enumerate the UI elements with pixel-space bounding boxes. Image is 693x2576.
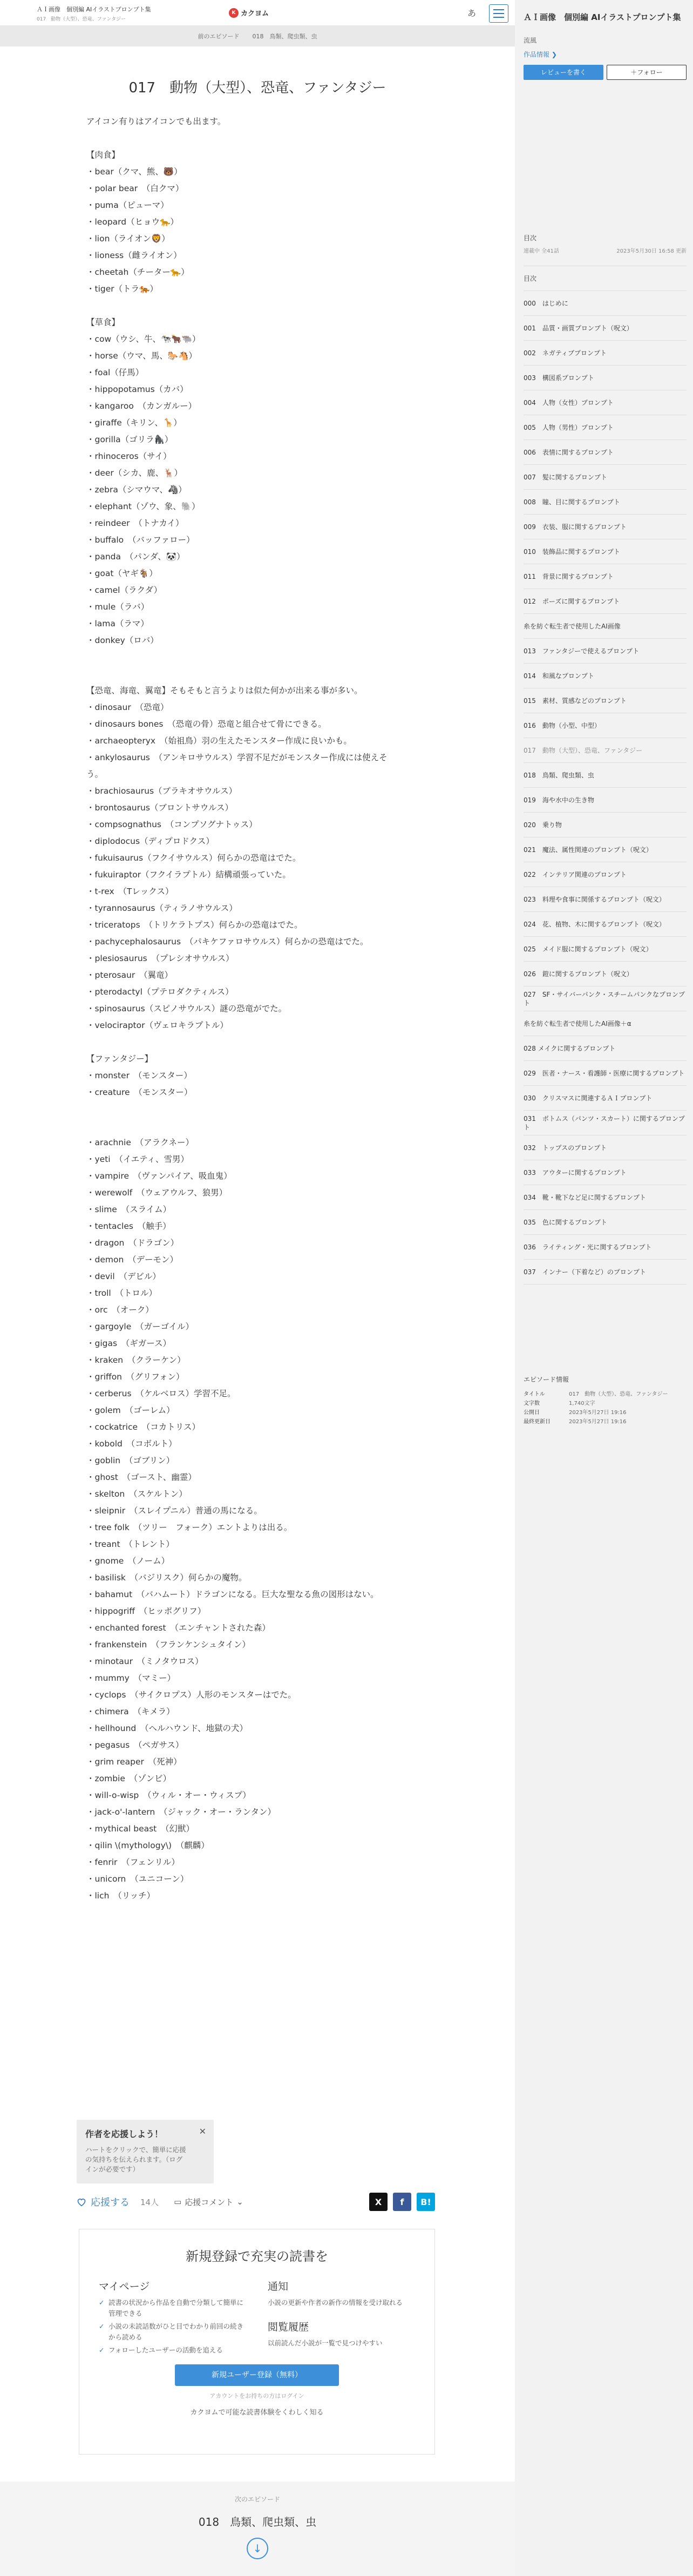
body-line: ・foal（仔馬）: [86, 368, 144, 377]
body-line: ・tree folk （ツリー フォーク）エントよりは出る。: [86, 1523, 293, 1532]
toc-item[interactable]: 目次: [524, 266, 687, 291]
body-line: ・cockatrice （コカトリス）: [86, 1422, 200, 1432]
body-line: ・velociraptor（ヴェロキラプトル）: [86, 1020, 228, 1030]
toc-item[interactable]: 029 医者・ナース・看護師・医療に関するプロンプト: [524, 1061, 687, 1086]
episode-count: 連載中 全41話: [524, 248, 559, 254]
ouen-label: 応援する: [91, 2197, 130, 2208]
toc-item[interactable]: 025 メイド服に関するプロンプト（呪文）: [524, 937, 687, 962]
next-episode-link[interactable]: 018 鳥類、爬虫類、虫: [252, 33, 317, 40]
body-line: ・basilisk （バジリスク）何らかの魔物。: [86, 1573, 247, 1583]
body-line: ・lama（ラマ）: [86, 619, 149, 628]
episode-info: [524, 1390, 668, 1426]
toc-item[interactable]: 034 靴・靴下など足に関するプロンプト: [524, 1185, 687, 1210]
logo-text: カクヨム: [241, 10, 269, 18]
body-line: ・puma（ピューマ）: [86, 200, 169, 210]
history-heading: 閲覧履歴: [268, 2321, 309, 2333]
toc-heading: 目次: [524, 234, 537, 242]
body-line: ・elephant（ゾウ、象、🐘）: [86, 502, 200, 511]
toc-item[interactable]: 008 瞳、目に関するプロンプト: [524, 490, 687, 515]
follow-button[interactable]: ＋フォロー: [607, 65, 687, 80]
body-line: ・tyrannosaurus（ティラノサウルス）: [86, 903, 237, 913]
notify-heading: 通知: [268, 2281, 289, 2293]
body-line: ・reindeer （トナカイ）: [86, 518, 184, 528]
body-line: ・frankenstein （フランケンシュタイン）: [86, 1640, 250, 1649]
info-value: 2023年5月27日 19:16: [569, 1410, 627, 1416]
comment-label: 応援コメント: [185, 2197, 234, 2207]
toc-item[interactable]: 037 インナー（下着など）のプロンプト: [524, 1260, 687, 1284]
body-line: ・spinosaurus（スピノサウルス）謎の恐竜がでた。: [86, 1004, 287, 1013]
body-line: [86, 1101, 432, 1118]
body-line: ・t-rex （Tレックス）: [86, 887, 174, 896]
body-line: 【草食】: [86, 317, 120, 327]
body-line: ・pterodactyl（プテロダクティルス）: [86, 987, 234, 997]
body-line: [86, 298, 432, 314]
body-line: ・goat（ヤギ🐐）: [86, 569, 158, 578]
body-line: ・treant （トレント）: [86, 1539, 174, 1549]
toc-item[interactable]: 糸を紡ぐ転生者で使用したAI画像: [524, 614, 687, 639]
toc-item[interactable]: 032 トップスのプロンプト: [524, 1135, 687, 1160]
episode-title: 017 動物（大型）、恐竜、ファンタジー: [128, 80, 386, 96]
body-line: ・mummy （マミー）: [86, 1673, 176, 1683]
body-line: ・grim reaper （死神）: [86, 1757, 182, 1767]
mypage-feature: [99, 2278, 246, 2356]
body-line: ・triceratops （トリケラトプス）何らかの恐竜はでた。: [86, 920, 303, 930]
body-line: ・skelton （スケルトン）: [86, 1489, 187, 1499]
kakuyomu-logo[interactable]: [229, 8, 269, 18]
body-line: ・yeti （イエティ、雪男）: [86, 1154, 189, 1164]
body-line: ・enchanted forest （エンチャントされた森）: [86, 1623, 270, 1633]
toc-item[interactable]: 014 和風なプロンプト: [524, 664, 687, 688]
author-name[interactable]: 流風: [524, 37, 537, 44]
body-line: ・demon （デーモン）: [86, 1255, 179, 1265]
body-line: ・horse（ウマ、馬、🐎🐴）: [86, 351, 197, 361]
arrow-down-icon[interactable]: ↓: [247, 2538, 268, 2559]
episode-info-row: [524, 1399, 668, 1408]
sidebar: [515, 0, 693, 2576]
body-line: ・bahamut （バハムート）ドラゴンになる。巨大な聖なる魚の図形はない。: [86, 1590, 379, 1599]
body-line: ・gnome （ノーム）: [86, 1556, 170, 1566]
body-line: ・brachiosaurus（ブラキオサウルス）: [86, 786, 237, 796]
header-title[interactable]: ＡＩ画像 個別編 AIイラストプロンプト集: [37, 6, 151, 13]
body-line: [86, 649, 432, 666]
body-line: ・donkey（ロバ）: [86, 635, 159, 645]
body-line: ・devil （デビル）: [86, 1272, 161, 1281]
work-title[interactable]: ＡＩ画像 個別編 AIイラストプロンプト集: [524, 12, 681, 22]
updated-at: 2023年5月30日 16:58 更新: [616, 248, 687, 254]
episode-nav: [0, 26, 515, 46]
body-line: ・kangaroo （カンガルー）: [86, 401, 197, 411]
episode-info-row: [524, 1408, 668, 1417]
episode-info-heading: エピソード情報: [524, 1376, 569, 1383]
body-line: ・cyclops （サイクロプス）人形のモンスターはでた。: [86, 1690, 296, 1700]
body-line: ・creature （モンスター）: [86, 1087, 193, 1097]
hamburger-menu-icon[interactable]: [489, 4, 508, 23]
prev-episode-link[interactable]: 前のエピソード: [198, 33, 240, 40]
learn-more-link[interactable]: カクヨムで可能な読書体験をくわしく知る: [190, 2409, 324, 2417]
info-key: 文字数: [524, 1401, 540, 1407]
next-episode-label: 次のエピソード: [234, 2496, 280, 2503]
body-line: ・tentacles （触手）: [86, 1221, 171, 1231]
mypage-heading: マイページ: [99, 2281, 150, 2293]
toc-item[interactable]: 003 構図系プロンプト: [524, 366, 687, 390]
toc-item[interactable]: 013 ファンタジーで使えるプロンプト: [524, 639, 687, 664]
toc-item[interactable]: 000 はじめに: [524, 291, 687, 316]
chevron-down-icon: ⌄: [236, 2197, 243, 2207]
body-line: ・fukuiraptor（フクイラプトル）結構頑張っていた。: [86, 870, 291, 880]
body-line: ・unicorn （ユニコーン）: [86, 1874, 189, 1884]
toc-item[interactable]: 033 アウターに関するプロンプト: [524, 1160, 687, 1185]
body-line: ・dinosaur （恐竜）: [86, 702, 169, 712]
hatena-share-icon[interactable]: B!: [417, 2193, 435, 2211]
body-line: ・buffalo （バッファロー）: [86, 535, 195, 545]
history-text: 以前読んだ小説が一覧で見つけやすい: [268, 2339, 383, 2347]
register-button[interactable]: 新規ユーザー登録（無料）: [175, 2364, 339, 2386]
body-line: う。: [86, 769, 104, 779]
body-line: ・polar bear （白クマ）: [86, 184, 184, 193]
signup-features: [99, 2278, 415, 2356]
body-line: ・goblin （ゴブリン）: [86, 1456, 175, 1465]
body-line: ・leopard（ヒョウ🐆）: [86, 217, 179, 227]
body-line: [86, 1034, 432, 1051]
body-line: 【ファンタジー】: [86, 1054, 153, 1064]
heart-icon: [77, 2198, 86, 2206]
toc-item[interactable]: 019 海や水中の生き物: [524, 788, 687, 813]
comment-button[interactable]: [174, 2196, 243, 2208]
body-line: ・ankylosaurus （アンキロサウルス）学習不足だがモンスター作成には使えそ: [86, 753, 388, 762]
body-line: [86, 130, 432, 147]
body-line: ・zombie （ゾンビ）: [86, 1774, 172, 1783]
toc-item[interactable]: 004 人物（女性）プロンプト: [524, 390, 687, 415]
toc-item[interactable]: 006 表情に関するプロンプト: [524, 440, 687, 465]
support-heading: 作者を応援しよう！: [85, 2129, 164, 2139]
body-line: ・fukuisaurus（フクイサウルス）何らかの恐竜はでた。: [86, 853, 301, 863]
body-line: ・deer（シカ、鹿、🦌）: [86, 468, 182, 478]
body-line: ・dinosaurs bones （恐竜の骨）恐竜と組合せて骨にできる。: [86, 719, 327, 729]
body-line: ・pegasus （ペガサス）: [86, 1740, 184, 1750]
toc-item[interactable]: 018 鳥類、爬虫類、虫: [524, 763, 687, 788]
body-line: ・cheetah（チーター🐆）: [86, 267, 189, 277]
body-line: ・pterosaur （翼竜）: [86, 970, 173, 980]
x-share-icon[interactable]: X: [369, 2193, 388, 2211]
toc-item[interactable]: 009 衣装、服に関するプロンプト: [524, 515, 687, 539]
facebook-share-icon[interactable]: f: [393, 2193, 411, 2211]
body-line: ・arachnie （アラクネー）: [86, 1138, 194, 1147]
next-episode-title[interactable]: 018 鳥類、爬虫類、虫: [198, 2516, 317, 2528]
toc-item[interactable]: 001 品質・画質プロンプト（呪文）: [524, 316, 687, 341]
toc-item[interactable]: 007 髪に関するプロンプト: [524, 465, 687, 490]
toc-item[interactable]: 002 ネガティブプロンプト: [524, 341, 687, 366]
body-line: ・kobold （コボルト）: [86, 1439, 177, 1449]
notify-text: 小説の更新や作者の新作の情報を受け取れる: [268, 2298, 403, 2307]
toc-item[interactable]: 021 魔法、属性関連のプロンプト（呪文）: [524, 837, 687, 862]
toc-item[interactable]: 036 ライティング・光に関するプロンプト: [524, 1235, 687, 1260]
action-bar: [77, 2192, 435, 2212]
body-line: ・will-o-wisp （ウィル・オー・ウィスプ）: [86, 1790, 251, 1800]
toc-meta: [524, 246, 687, 254]
body-line: ・minotaur （ミノタウロス）: [86, 1657, 203, 1666]
body-line: ・hippogriff （ヒッポグリフ）: [86, 1606, 206, 1616]
ouen-button[interactable]: [77, 2195, 130, 2209]
body-line: [86, 666, 432, 682]
info-value: 2023年5月27日 19:16: [569, 1419, 627, 1425]
body-line: ・zebra（シマウマ、🦓）: [86, 485, 187, 495]
body-line: ・sleipnir （スレイプニル）普通の馬になる。: [86, 1506, 262, 1516]
body-line: ・plesiosaurus （プレシオサウルス）: [86, 954, 234, 963]
body-line: ・lion（ライオン🦁）: [86, 234, 170, 244]
body-line: ・fenrir （フェンリル）: [86, 1857, 180, 1867]
body-line: ・chimera （キメラ）: [86, 1707, 175, 1716]
signup-box: [79, 2229, 435, 2455]
toc-item[interactable]: 016 動物（小型、中型）: [524, 713, 687, 738]
header: [0, 0, 515, 26]
feature-item: ✓ 小説の未読話数がひと目でわかり前回の続きから読める: [99, 2321, 246, 2343]
toc-item[interactable]: 028 メイクに関するプロンプト: [524, 1036, 687, 1061]
body-line: ・camel（ラクダ）: [86, 585, 162, 595]
body-line: ・griffon （グリフォン）: [86, 1372, 185, 1382]
body-line: ・ghost （ゴースト、幽霊）: [86, 1472, 196, 1482]
body-line: ・jack-o'-lantern （ジャック・オー・ランタン）: [86, 1807, 276, 1817]
body-line: [86, 1118, 432, 1134]
episode-info-row: [524, 1390, 668, 1399]
body-line: ・hellhound （ヘルハウンド、地獄の犬）: [86, 1723, 248, 1733]
toc-item[interactable]: 031 ボトムス（パンツ・スカート）に関するプロンプト: [524, 1111, 687, 1135]
toc-item[interactable]: 023 料理や食事に関係するプロンプト（呪文）: [524, 887, 687, 912]
toc-item[interactable]: 005 人物（男性）プロンプト: [524, 415, 687, 440]
body-line: ・compsognathus （コンプソグナトゥス）: [86, 820, 257, 829]
body-line: ・lich （リッチ）: [86, 1891, 155, 1901]
body-line: ・bear（クマ、熊、🐻）: [86, 167, 182, 177]
toc-item[interactable]: 026 鎧に関するプロンプト（呪文）: [524, 962, 687, 986]
episode-info-row: [524, 1417, 668, 1426]
toc-item[interactable]: 015 素材、質感などのプロンプト: [524, 688, 687, 713]
toc-item[interactable]: 017 動物（大型）、恐竜、ファンタジー: [524, 738, 687, 763]
toc-item[interactable]: 011 背景に関するプロンプト: [524, 564, 687, 589]
body-line: ・monster （モンスター）: [86, 1071, 192, 1080]
info-key: 最終更新日: [524, 1419, 551, 1425]
info-key: タイトル: [524, 1391, 545, 1397]
body-line: ・lioness（雌ライオン）: [86, 251, 182, 260]
info-value: 017 動物（大型）、恐竜、ファンタジー: [569, 1391, 668, 1397]
toc-item[interactable]: 030 クリスマスに関連するＡＩプロンプト: [524, 1086, 687, 1111]
body-line: ・pachycephalosaurus （パキケファロサウルス）何らかの恐竜はでた。: [86, 937, 369, 946]
body-line: ・gargoyle （ガーゴイル）: [86, 1322, 194, 1331]
body-line: ・cow（ウシ、牛、🐄🐂🐃）: [86, 334, 201, 344]
feature-item: ✓ 読書の状況から作品を自動で分類して簡単に管理できる: [99, 2297, 246, 2319]
toc-item[interactable]: 012 ポーズに関するプロンプト: [524, 589, 687, 614]
body-line: ・qilin \(mythology\) （麒麟）: [86, 1841, 209, 1850]
share-buttons: [369, 2193, 435, 2211]
header-subtitle: 017 動物（大型）、恐竜、ファンタジー: [37, 17, 126, 22]
comment-icon: ▭: [174, 2197, 182, 2207]
body-line: ・diplodocus（ディプロドクス）: [86, 836, 214, 846]
next-episode-footer: [0, 2482, 515, 2576]
toc-item[interactable]: 010 装飾品に関するプロンプト: [524, 539, 687, 564]
info-value: 1,740文字: [569, 1401, 595, 1407]
signup-title: 新規登録で充実の読書を: [186, 2249, 328, 2264]
body-line: ・gigas （ギガース）: [86, 1338, 172, 1348]
body-line: ・hippopotamus（カバ）: [86, 384, 188, 394]
toc-list: [524, 266, 687, 1284]
toc-item[interactable]: 糸を紡ぐ転生者で使用したAI画像＋α: [524, 1011, 687, 1036]
notify-feature: [268, 2278, 415, 2356]
body-line: ・cerberus （ケルベロス）学習不足。: [86, 1389, 236, 1398]
episode-body: [86, 113, 432, 1904]
support-box: [77, 2120, 214, 2183]
body-line: ・kraken （クラーケン）: [86, 1355, 186, 1365]
logo-mark-icon: K: [229, 8, 239, 18]
body-line: 【肉食】: [86, 150, 120, 160]
body-line: ・archaeopteryx （始祖鳥）羽の生えたモンスター作成に良いかも。: [86, 736, 352, 746]
work-info-link[interactable]: 作品情報 ❯: [524, 51, 557, 58]
write-review-button[interactable]: レビューを書く: [524, 65, 603, 80]
body-line: ・panda （パンダ、🐼）: [86, 552, 185, 562]
body-line: ・dragon （ドラゴン）: [86, 1238, 179, 1248]
body-line: ・troll （トロル）: [86, 1288, 157, 1298]
body-line: ・vampire （ヴァンパイア、吸血鬼）: [86, 1171, 232, 1181]
login-link[interactable]: アカウントをお持ちの方はログイン: [209, 2392, 304, 2399]
body-line: ・slime （スライム）: [86, 1205, 172, 1214]
body-line: 【恐竜、海竜、翼竜】そもそもと言うよりは似た何かが出来る事が多い。: [86, 686, 363, 695]
toc-item[interactable]: 035 色に関するプロンプト: [524, 1210, 687, 1235]
body-line: ・mule（ラバ）: [86, 602, 150, 612]
body-line: アイコン有りはアイコンでも出ます。: [86, 117, 226, 126]
body-line: ・brontosaurus（ブロントサウルス）: [86, 803, 233, 813]
body-line: ・rhinoceros（サイ）: [86, 451, 172, 461]
body-line: ・tiger（トラ🐅）: [86, 284, 158, 294]
toc-item[interactable]: 024 花、植物、木に関するプロンプト（呪文）: [524, 912, 687, 937]
body-line: ・gorilla（ゴリラ🦍）: [86, 435, 173, 444]
info-key: 公開日: [524, 1410, 540, 1416]
close-icon[interactable]: ✕: [199, 2126, 206, 2136]
support-text: ハートをクリックで、簡単に応援の気持ちを伝えられます。（ログインが必要です）: [85, 2146, 186, 2173]
toc-item[interactable]: 020 乗り物: [524, 813, 687, 837]
body-line: ・werewolf （ウェアウルフ、狼男）: [86, 1188, 228, 1198]
body-line: ・golem （ゴーレム）: [86, 1405, 175, 1415]
body-line: ・orc （オーク）: [86, 1305, 154, 1315]
font-size-button[interactable]: あ: [467, 8, 477, 18]
feature-item: ✓ フォローしたユーザーの活動を追える: [99, 2345, 246, 2356]
ouen-count[interactable]: 14人: [140, 2197, 159, 2207]
toc-item[interactable]: 027 SF・サイバーパンク・スチームパンクなプロンプト: [524, 986, 687, 1011]
body-line: ・giraffe（キリン、🦒）: [86, 418, 182, 428]
body-line: ・mythical beast （幻獣）: [86, 1824, 195, 1834]
toc-item[interactable]: 022 インテリア関連のプロンプト: [524, 862, 687, 887]
